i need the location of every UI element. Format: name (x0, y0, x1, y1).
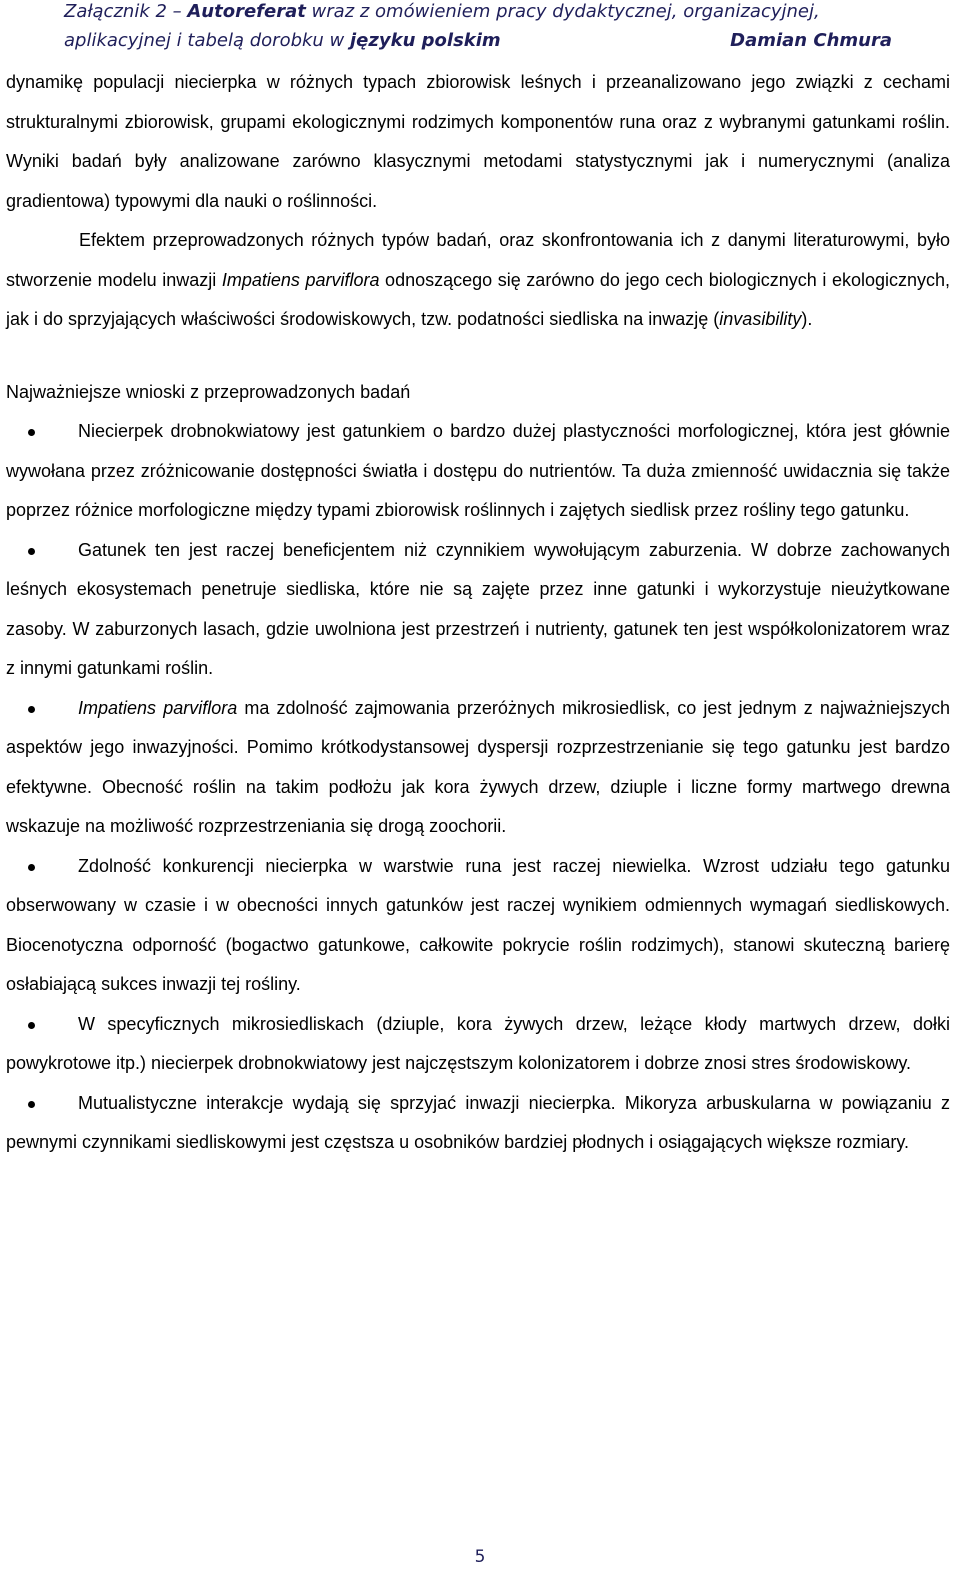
list-item (6, 412, 950, 531)
paragraph-text: ). (801, 309, 813, 329)
list-item-text: Gatunek ten jest raczej beneficjentem niż czynnikiem wywołującym zaburzenia. W dobrze zachowanych leśnych ekosystemach penetruje siedliska, które nie są zajęte przez inne gatunki i wykorzystuje nieużytkowane zasoby. W zaburzonych lasach, gdzie uwolniona jest przestrzeń i nutrienty, gatunek ten jest współkolonizatorem wraz z innymi gatunkami roślin. (6, 539, 950, 678)
bullet-icon (28, 429, 35, 436)
header-line-2 (64, 26, 892, 55)
bullet-icon (28, 864, 35, 871)
bullet-icon (28, 706, 35, 713)
document-page (6, 0, 950, 1163)
header-bold-text: języku polskim (350, 30, 501, 51)
section-heading: Najważniejsze wnioski z przeprowadzonych badań (6, 381, 411, 402)
paragraph-model (6, 221, 950, 340)
paragraph-text: odnoszącego się zarówno do jego cech biologicznych i ekologicznych, jak i do sprzyjających właściwości środowiskowych, tzw. podatności siedliska na inwazję ( (6, 269, 951, 329)
species-name: Impatiens parviflora (78, 697, 238, 718)
bullet-icon (28, 1101, 35, 1108)
bullet-icon (28, 1022, 35, 1029)
bullet-icon (28, 548, 35, 555)
list-item-text: W specyficznych mikrosiedliskach (dziuple, kora żywych drzew, leżące kłody martwych drzew, dołki powykrotowe itp.) niecierpek drobnokwiatowy jest najczęstszym kolonizatorem i dobrze znosi stres środowiskowy. (6, 1013, 950, 1073)
list-item-text: Zdolność konkurencji niecierpka w warstwie runa jest raczej niewielka. Wzrost udziału tego gatunku obserwowany w czasie i w obecności innych gatunków jest raczej wynikiem odmiennych wymagań siedliskowych. Biocenotyczna odporność (bogactwo gatunkowe, całkowite pokrycie roślin rodzimych), stanowi skuteczną barierę osłabiającą sukces inwazji tej rośliny. (6, 855, 950, 994)
header-author: Damian Chmura (730, 30, 892, 51)
term-italic: invasibility (719, 309, 802, 329)
conclusions-list (6, 412, 950, 1163)
header-bold-text: Autoreferat (187, 1, 306, 22)
header-line-1 (64, 0, 892, 26)
page-header (6, 0, 950, 55)
paragraph-continued: dynamikę populacji niecierpka w różnych typach zbiorowisk leśnych i przeanalizowano jego związki z cechami strukturalnymi zbiorowisk, grupami ekologicznymi rodzimych komponentów runa oraz z wybranymi gatunkami roślin. Wyniki badań były analizowane zarówno klasycznymi metodami statystycznymi jak i numerycznymi (analiza gradientowa) typowymi dla nauki o roślinności. (6, 72, 950, 211)
list-item-text: Mutualistyczne interakcje wydają się sprzyjać inwazji niecierpka. Mikoryza arbuskularna w powiązaniu z pewnymi czynnikami siedliskowymi jest częstsza u osobników bardziej płodnych i osiągających większe rozmiary. (6, 1092, 950, 1152)
page-number: 5 (474, 1547, 486, 1567)
header-text: Załącznik 2 – (64, 1, 188, 22)
list-item (6, 689, 950, 847)
list-item (6, 531, 950, 689)
list-item (6, 847, 950, 1005)
list-item-text: Niecierpek drobnokwiatowy jest gatunkiem o bardzo dużej plastyczności morfologicznej, która jest głównie wywołana przez zróżnicowanie dostępności światła i dostępu do nutrientów. Ta duża zmienność uwidacznia się także poprzez różnice morfologiczne między typami zbiorowisk roślinnych i zajętych siedlisk przez rośliny tego gatunku. (6, 421, 950, 520)
paragraph-text: Efektem przeprowadzonych różnych typów badań, oraz skonfrontowania ich z danymi literaturowymi, było stworzenie modelu inwazji (6, 230, 950, 290)
list-item-text: ma zdolność zajmowania przeróżnych mikrosiedlisk, co jest jednym z najważniejszych aspektów jego inwazyjności. Pomimo krótkodystansowej dyspersji rozprzestrzenianie się tego gatunku jest bardzo efektywne. Obecność roślin na takim podłożu jak kora żywych drzew, dziuple i liczne formy martwego drewna wskazuje na możliwość rozprzestrzeniania się drogą zoochorii. (6, 697, 950, 836)
header-line-2-left (64, 26, 501, 55)
header-text: wraz z omówieniem pracy dydaktycznej, organizacyjnej, (305, 1, 820, 22)
header-text: aplikacyjnej i tabelą dorobku w (64, 30, 351, 51)
species-name: Impatiens parviflora (221, 269, 380, 290)
list-item (6, 1084, 950, 1163)
list-item (6, 1005, 950, 1084)
